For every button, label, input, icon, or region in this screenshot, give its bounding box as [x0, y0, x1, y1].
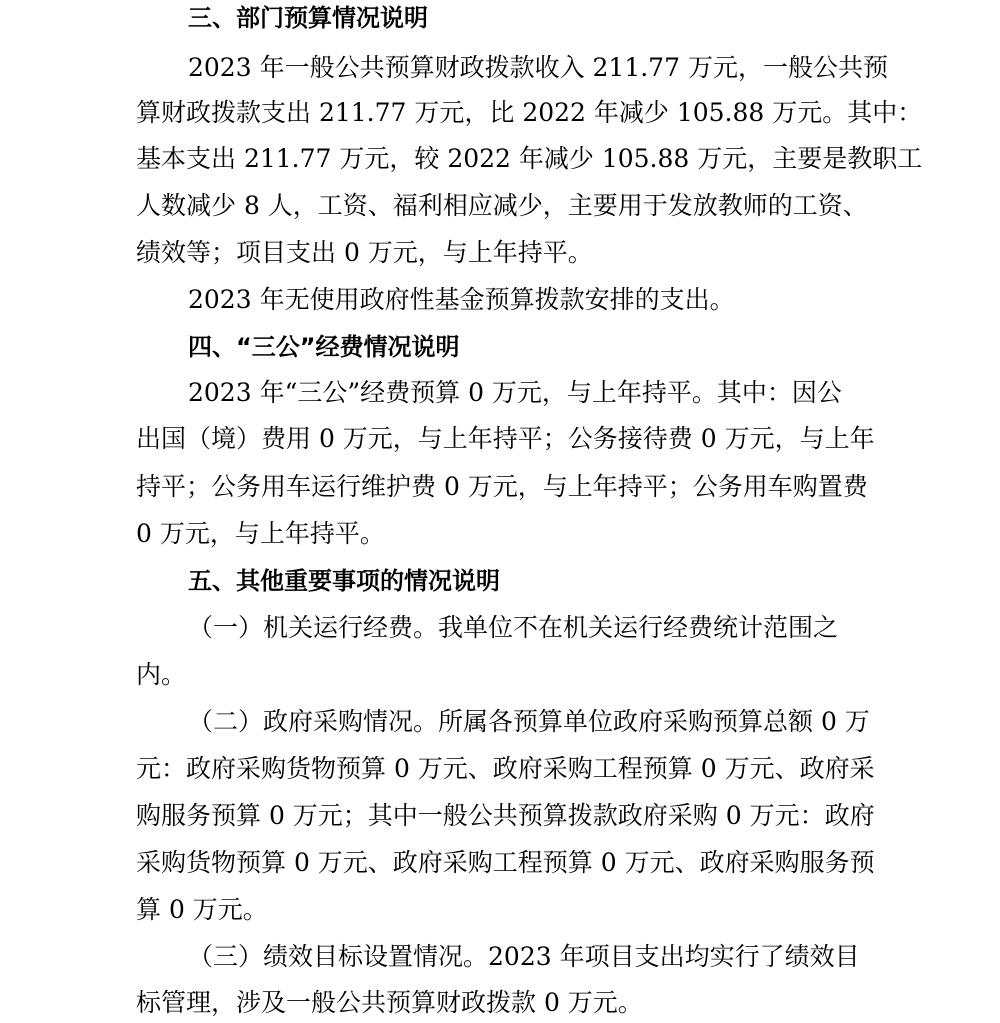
text-line: 基本支出 211.77 万元，较 2022 年减少 105.88 万元，主要是教职工 — [136, 144, 923, 173]
text-line: 持平；公务用车运行维护费 0 万元，与上年持平；公务用车购置费 — [136, 472, 868, 501]
text-line: 采购货物预算 0 万元、政府采购工程预算 0 万元、政府采购服务预 — [136, 848, 875, 877]
text-line: 0 万元，与上年持平。 — [136, 519, 385, 548]
text-line: 算 0 万元。 — [136, 895, 268, 924]
text-line: 2023 年“三公”经费预算 0 万元，与上年持平。其中：因公 — [188, 378, 842, 407]
section-heading: 五、其他重要事项的情况说明 — [188, 567, 500, 595]
text-line: 2023 年无使用政府性基金预算拨款安排的支出。 — [188, 285, 735, 314]
section-heading: 四、“三公”经费情况说明 — [188, 333, 460, 361]
text-line: 出国（境）费用 0 万元，与上年持平；公务接待费 0 万元，与上年 — [136, 424, 875, 453]
text-line: （二）政府采购情况。所属各预算单位政府采购预算总额 0 万 — [188, 707, 870, 736]
text-line: 算财政拨款支出 211.77 万元，比 2022 年减少 105.88 万元。其中： — [136, 98, 923, 127]
text-line: 标管理，涉及一般公共预算财政拨款 0 万元。 — [136, 988, 643, 1017]
text-line: （一）机关运行经费。我单位不在机关运行经费统计范围之 — [188, 613, 839, 642]
text-line: 2023 年一般公共预算财政拨款收入 211.77 万元，一般公共预 — [188, 53, 888, 82]
text-line: 元：政府采购货物预算 0 万元、政府采购工程预算 0 万元、政府采 — [136, 754, 875, 783]
text-line: 人数减少 8 人，工资、福利相应减少，主要用于发放教师的工资、 — [136, 191, 868, 220]
text-line: （三）绩效目标设置情况。2023 年项目支出均实行了绩效目 — [188, 942, 860, 971]
section-heading: 三、部门预算情况说明 — [188, 4, 428, 32]
text-line: 绩效等；项目支出 0 万元，与上年持平。 — [136, 238, 593, 267]
text-line: 购服务预算 0 万元；其中一般公共预算拨款政府采购 0 万元：政府 — [136, 801, 875, 830]
text-line: 内。 — [136, 660, 187, 689]
